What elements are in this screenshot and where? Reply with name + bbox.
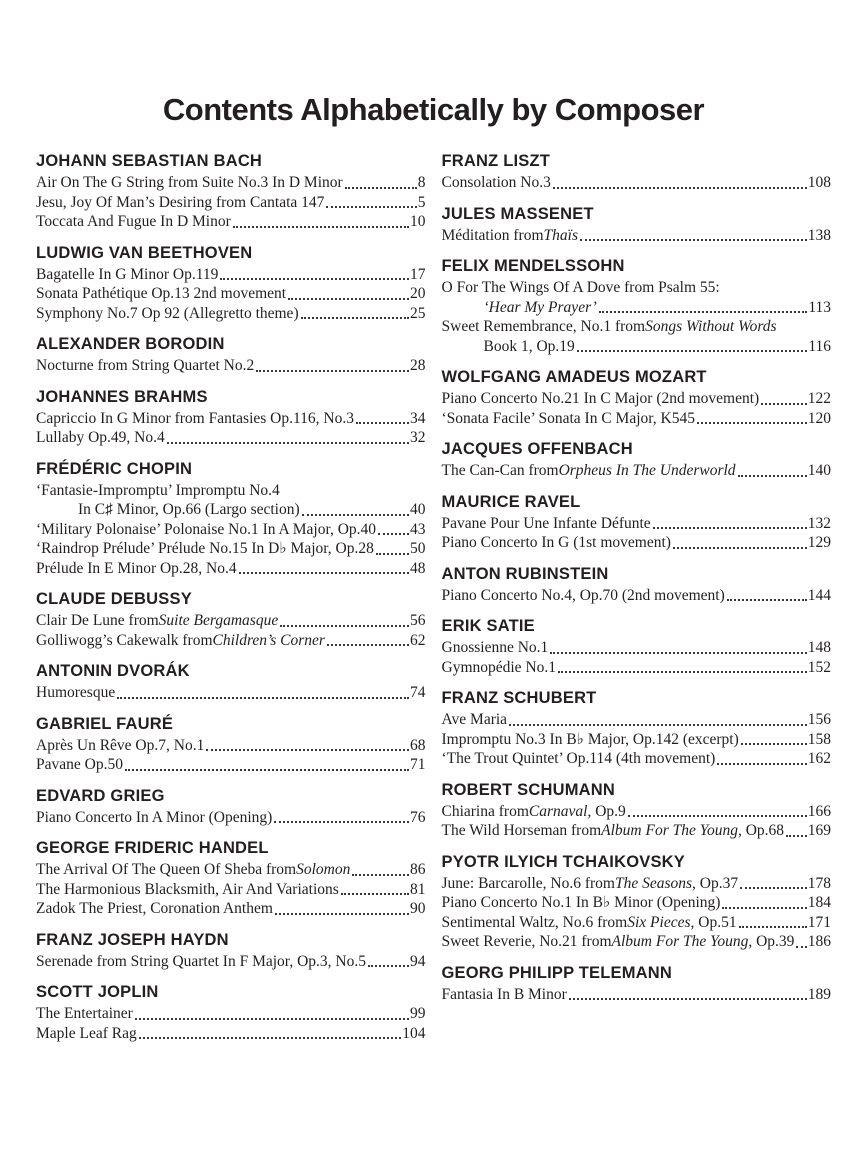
toc-entry xyxy=(442,821,832,841)
toc-entry xyxy=(442,461,832,481)
page-number: 86 xyxy=(410,861,426,878)
toc-entry xyxy=(442,298,832,318)
toc-entry xyxy=(36,559,426,579)
page-number: 140 xyxy=(807,462,831,479)
composer-section xyxy=(442,368,832,428)
dot-leader xyxy=(509,724,807,726)
composer-section xyxy=(442,565,832,606)
dot-leader xyxy=(738,475,807,477)
page-number: 62 xyxy=(410,631,426,649)
dot-leader xyxy=(569,998,807,1000)
piece-title-segment: Toccata And Fugue In D Minor xyxy=(36,213,231,230)
dot-leader xyxy=(761,403,807,405)
piece-title-segment: Bagatelle In G Minor Op.119 xyxy=(36,265,219,283)
page-number: 50 xyxy=(410,540,426,557)
piece-title-segment: O For The Wings Of A Dove from Psalm 55: xyxy=(441,279,720,296)
toc-entry xyxy=(36,173,426,193)
composer-heading: JOHANNES BRAHMS xyxy=(36,387,208,406)
piece-title-segment: June: Barcarolle, No.6 from xyxy=(441,874,615,892)
page-number: 122 xyxy=(807,390,831,407)
piece-title-segment: Pavane Pour Une Infante Défunte xyxy=(441,514,651,532)
composer-section xyxy=(36,715,426,775)
page-number: 116 xyxy=(808,337,831,355)
composer-section xyxy=(442,152,832,193)
composer-heading: FRÉDÉRIC CHOPIN xyxy=(36,459,193,478)
dot-leader xyxy=(550,652,806,654)
toc-entry xyxy=(36,356,426,376)
composer-heading: FRANZ SCHUBERT xyxy=(441,689,597,707)
piece-title-segment: Chiarina from xyxy=(441,802,529,820)
composer-heading: MAURICE RAVEL xyxy=(441,492,581,511)
piece-title-segment: Pavane Op.50 xyxy=(36,756,123,773)
piece-title-segment: Jesu, Joy Of Man’s Desiring from Cantata 147 xyxy=(36,193,325,211)
toc-entry xyxy=(36,539,426,559)
toc-entry xyxy=(36,193,426,213)
piece-title-segment: The Entertainer xyxy=(36,1005,133,1022)
dot-leader xyxy=(673,547,807,549)
piece-title-segment: Book 1, Op.19 xyxy=(483,337,575,355)
page-number: 158 xyxy=(807,730,831,748)
dot-leader xyxy=(628,815,807,817)
page-number: 90 xyxy=(410,900,426,917)
toc-entry xyxy=(36,304,426,324)
page-number: 186 xyxy=(807,933,831,950)
toc-entry xyxy=(442,638,832,658)
page-number: 81 xyxy=(410,880,426,898)
piece-title-segment: ‘Fantasie-Impromptu’ Impromptu No.4 xyxy=(36,481,280,499)
dot-leader xyxy=(717,763,806,765)
composer-section xyxy=(442,493,832,553)
page-number: 76 xyxy=(410,808,426,826)
piece-title-segment: , Op.51 xyxy=(690,913,737,931)
piece-title-segment: ‘Military Polonaise’ Polonaise No.1 In A Major, Op.40 xyxy=(36,520,377,538)
composer-heading: FELIX MENDELSSOHN xyxy=(441,257,625,275)
page-number: 32 xyxy=(410,429,426,446)
dot-leader xyxy=(740,887,807,889)
page-number: 68 xyxy=(410,736,426,754)
piece-title-segment: Gnossienne No.1 xyxy=(441,639,549,656)
toc-entry xyxy=(36,899,426,919)
dot-leader xyxy=(786,835,807,837)
toc-entry xyxy=(36,808,426,828)
toc-entry xyxy=(36,683,426,703)
piece-title-segment: Album For The Young xyxy=(601,822,738,839)
composer-section xyxy=(442,781,832,841)
composer-heading: ERIK SATIE xyxy=(441,617,535,635)
composer-section xyxy=(36,335,426,376)
toc-entry xyxy=(442,586,832,606)
dot-leader xyxy=(727,599,807,601)
toc-entry xyxy=(36,736,426,756)
composer-section xyxy=(36,662,426,703)
piece-title-segment: Solomon xyxy=(296,861,351,878)
piece-title-segment: Capriccio In G Minor from Fantasies Op.116, No.3 xyxy=(36,409,354,427)
composer-heading: GABRIEL FAURÉ xyxy=(36,714,174,733)
piece-title-segment: ‘Hear My Prayer’ xyxy=(483,298,597,316)
dot-leader xyxy=(580,239,807,241)
piece-title-segment: The Can-Can from xyxy=(441,462,559,479)
toc-column xyxy=(442,152,832,1055)
piece-title-segment: Clair De Lune from xyxy=(36,612,159,629)
piece-title-segment: Fantasia In B Minor xyxy=(441,985,567,1003)
piece-title-segment: Suite Bergamasque xyxy=(158,612,279,629)
composer-heading: SCOTT JOPLIN xyxy=(36,983,159,1001)
piece-title-segment: Carnaval xyxy=(528,802,588,820)
composer-heading: CLAUDE DEBUSSY xyxy=(36,590,192,608)
toc-entry xyxy=(36,409,426,429)
composer-heading: PYOTR ILYICH TCHAIKOVSKY xyxy=(441,852,685,871)
toc-entry xyxy=(442,893,832,913)
page-number: 25 xyxy=(410,304,426,322)
piece-title-segment: Ave Maria xyxy=(441,711,508,728)
page-number: 148 xyxy=(807,639,831,656)
page-number: 184 xyxy=(807,894,831,911)
dot-leader xyxy=(139,1037,402,1039)
piece-title-segment: The Arrival Of The Queen Of Sheba from xyxy=(36,861,297,878)
piece-title-segment: Songs Without Words xyxy=(645,318,777,335)
dot-leader xyxy=(796,946,806,948)
composer-section xyxy=(442,964,832,1005)
page-number: 20 xyxy=(410,285,426,302)
dot-leader xyxy=(117,697,409,699)
piece-title-segment: , Op.39 xyxy=(748,933,795,950)
composer-section xyxy=(36,590,426,650)
composer-heading: JULES MASSENET xyxy=(441,204,594,223)
piece-title-segment: The Harmonious Blacksmith, Air And Variations xyxy=(36,880,339,898)
dot-leader xyxy=(653,527,807,529)
piece-title-segment: , Op.9 xyxy=(587,802,626,820)
toc-entry xyxy=(442,985,832,1005)
toc-entry xyxy=(442,514,832,534)
dot-leader xyxy=(239,572,409,574)
dot-leader xyxy=(274,821,409,823)
page-number: 171 xyxy=(807,913,831,931)
toc-entry xyxy=(36,611,426,631)
piece-title-segment: Prélude In E Minor Op.28, No.4 xyxy=(36,559,237,577)
page-number: 40 xyxy=(410,501,426,518)
piece-title-segment: Gymnopédie No.1 xyxy=(441,658,557,676)
toc-entry xyxy=(442,226,832,246)
composer-heading: FRANZ LISZT xyxy=(441,152,551,170)
dot-leader xyxy=(739,926,807,928)
composer-section xyxy=(36,388,426,448)
dot-leader xyxy=(301,317,409,319)
piece-title-segment: Sweet Reverie, No.21 from xyxy=(441,933,612,950)
toc-entry xyxy=(36,952,426,972)
page-number: 5 xyxy=(417,193,426,211)
composer-section xyxy=(442,440,832,481)
piece-title-segment: The Seasons xyxy=(614,874,693,892)
composer-heading: ROBERT SCHUMANN xyxy=(441,780,615,799)
piece-title-segment: , Op.68 xyxy=(737,822,785,839)
dot-leader xyxy=(206,749,409,751)
dot-leader xyxy=(356,422,409,424)
dot-leader xyxy=(167,442,409,444)
piece-title-segment: ‘Raindrop Prélude’ Prélude No.15 In D♭ Major, Op.28 xyxy=(36,540,374,557)
toc-entry xyxy=(36,481,426,501)
piece-title-segment: Maple Leaf Rag xyxy=(36,1024,137,1042)
toc-column xyxy=(36,152,426,1055)
page-number: 129 xyxy=(807,534,831,551)
piece-title-segment: Méditation from xyxy=(441,226,544,244)
toc-entry xyxy=(442,874,832,894)
composer-section xyxy=(36,787,426,828)
dot-leader xyxy=(280,625,409,627)
page-number: 8 xyxy=(417,174,426,191)
dot-leader xyxy=(741,743,807,745)
piece-title-segment: Golliwogg’s Cakewalk from xyxy=(36,631,213,649)
page-number: 99 xyxy=(410,1005,426,1022)
toc-entry xyxy=(36,212,426,232)
dot-leader xyxy=(233,226,409,228)
toc-entry xyxy=(442,730,832,750)
piece-title-segment: Thaïs xyxy=(543,226,578,244)
toc-entry xyxy=(442,533,832,553)
toc-entry xyxy=(442,173,832,193)
page-number: 178 xyxy=(807,874,831,892)
toc-columns xyxy=(36,152,831,1055)
toc-entry xyxy=(442,658,832,678)
page-number: 108 xyxy=(807,174,831,191)
composer-section xyxy=(442,205,832,246)
piece-title-segment: ‘The Trout Quintet’ Op.114 (4th movement) xyxy=(441,750,716,767)
page-number: 120 xyxy=(807,409,831,427)
toc-entry xyxy=(442,337,832,357)
dot-leader xyxy=(553,187,807,189)
composer-section xyxy=(442,689,832,769)
dot-leader xyxy=(376,553,409,555)
toc-entry xyxy=(442,710,832,730)
composer-heading: ALEXANDER BORODIN xyxy=(36,335,225,353)
page-number: 10 xyxy=(410,213,426,230)
toc-entry xyxy=(442,932,832,952)
page-number: 104 xyxy=(402,1024,426,1042)
page-number: 94 xyxy=(410,952,426,970)
composer-section xyxy=(442,853,832,952)
page-number: 156 xyxy=(807,711,831,728)
toc-entry xyxy=(442,749,832,769)
toc-entry xyxy=(442,389,832,409)
page-number: 132 xyxy=(807,514,831,532)
composer-heading: EDVARD GRIEG xyxy=(36,786,165,805)
piece-title-segment: Après Un Rêve Op.7, No.1 xyxy=(36,736,205,754)
composer-section xyxy=(36,152,426,232)
composer-heading: FRANZ JOSEPH HAYDN xyxy=(36,930,229,949)
composer-heading: ANTONIN DVORÁK xyxy=(36,662,190,680)
dot-leader xyxy=(125,769,409,771)
composer-heading: JACQUES OFFENBACH xyxy=(441,440,633,458)
toc-entry xyxy=(36,428,426,448)
composer-section xyxy=(36,460,426,579)
piece-title-segment: Consolation No.3 xyxy=(441,174,551,191)
page-number: 28 xyxy=(410,357,426,374)
piece-title-segment: Children’s Corner xyxy=(212,631,325,649)
dot-leader xyxy=(275,913,409,915)
piece-title-segment: Piano Concerto No.21 In C Major (2nd movement) xyxy=(441,390,760,407)
toc-entry xyxy=(36,1004,426,1024)
toc-entry xyxy=(36,284,426,304)
page-number: 48 xyxy=(410,559,426,577)
dot-leader xyxy=(288,298,409,300)
toc-entry xyxy=(442,913,832,933)
dot-leader xyxy=(697,422,807,424)
piece-title-segment: Lullaby Op.49, No.4 xyxy=(36,429,165,446)
toc-entry xyxy=(442,317,832,337)
piece-title-segment: Piano Concerto No.1 In B♭ Minor (Opening) xyxy=(441,894,721,911)
composer-section xyxy=(442,617,832,677)
dot-leader xyxy=(599,311,807,313)
page-number: 34 xyxy=(410,409,426,427)
dot-leader xyxy=(135,1018,409,1020)
composer-heading: LUDWIG VAN BEETHOVEN xyxy=(36,243,253,262)
composer-heading: GEORG PHILIPP TELEMANN xyxy=(441,963,673,982)
composer-heading: JOHANN SEBASTIAN BACH xyxy=(36,152,263,170)
toc-entry xyxy=(36,755,426,775)
piece-title-segment: Sentimental Waltz, No.6 from xyxy=(441,913,628,931)
dot-leader xyxy=(341,893,409,895)
page-number: 56 xyxy=(410,612,426,629)
piece-title-segment: Impromptu No.3 In B♭ Major, Op.142 (excerpt) xyxy=(441,730,739,748)
piece-title-segment: Zadok The Priest, Coronation Anthem xyxy=(36,900,273,917)
page-number: 162 xyxy=(807,750,831,767)
page-number: 17 xyxy=(410,265,426,283)
piece-title-segment: The Wild Horseman from xyxy=(441,822,602,839)
page-number: 144 xyxy=(807,586,831,604)
toc-entry xyxy=(36,631,426,651)
toc-entry xyxy=(442,278,832,298)
toc-entry xyxy=(36,500,426,520)
piece-title-segment: Nocturne from String Quartet No.2 xyxy=(36,357,255,374)
piece-title-segment: , Op.37 xyxy=(692,874,739,892)
dot-leader xyxy=(368,965,409,967)
composer-section xyxy=(442,257,832,356)
toc-entry xyxy=(442,802,832,822)
dot-leader xyxy=(345,187,417,189)
dot-leader xyxy=(326,206,416,208)
page-number: 71 xyxy=(410,756,426,773)
toc-entry xyxy=(36,880,426,900)
piece-title-segment: Sonata Pathétique Op.13 2nd movement xyxy=(36,285,287,302)
piece-title-segment: Symphony No.7 Op 92 (Allegretto theme) xyxy=(36,304,299,322)
piece-title-segment: Humoresque xyxy=(36,684,116,701)
piece-title-segment: Orpheus In The Underworld xyxy=(558,462,736,479)
dot-leader xyxy=(327,644,409,646)
composer-section xyxy=(36,983,426,1043)
toc-entry xyxy=(36,520,426,540)
piece-title-segment: Piano Concerto In A Minor (Opening) xyxy=(36,808,273,826)
piece-title-segment: Album For The Young xyxy=(611,933,749,950)
piece-title-segment: Piano Concerto No.4, Op.70 (2nd movement) xyxy=(441,586,725,604)
page-number: 43 xyxy=(410,520,426,538)
page-number: 74 xyxy=(410,684,426,701)
composer-heading: GEORGE FRIDERIC HANDEL xyxy=(36,839,269,857)
page-number: 169 xyxy=(807,822,831,839)
toc-entry xyxy=(36,265,426,285)
dot-leader xyxy=(378,533,409,535)
composer-section xyxy=(36,244,426,324)
piece-title-segment: Air On The G String from Suite No.3 In D Minor xyxy=(36,174,343,191)
dot-leader xyxy=(558,671,807,673)
piece-title-segment: Sweet Remembrance, No.1 from xyxy=(441,318,646,335)
piece-title-segment: ‘Sonata Facile’ Sonata In C Major, K545 xyxy=(441,409,695,427)
page-number: 189 xyxy=(807,985,831,1003)
composer-section xyxy=(36,931,426,972)
piece-title-segment: Piano Concerto In G (1st movement) xyxy=(441,534,671,551)
dot-leader xyxy=(722,907,806,909)
toc-entry xyxy=(36,1024,426,1044)
page-number: 166 xyxy=(807,802,831,820)
page-number: 113 xyxy=(808,298,831,316)
dot-leader xyxy=(256,370,409,372)
dot-leader xyxy=(352,874,409,876)
toc-entry xyxy=(442,409,832,429)
piece-title-segment: Six Pieces xyxy=(627,913,691,931)
toc-entry xyxy=(36,860,426,880)
page-number: 152 xyxy=(807,658,831,676)
page-title: Contents Alphabetically by Composer xyxy=(162,92,705,127)
dot-leader xyxy=(220,278,409,280)
dot-leader xyxy=(302,514,409,516)
composer-section xyxy=(36,839,426,919)
piece-title-segment: Serenade from String Quartet In F Major, Op.3, No.5 xyxy=(36,952,366,970)
composer-heading: WOLFGANG AMADEUS MOZART xyxy=(441,368,707,386)
composer-heading: ANTON RUBINSTEIN xyxy=(441,564,609,583)
dot-leader xyxy=(577,350,808,352)
piece-title-segment: In C♯ Minor, Op.66 (Largo section) xyxy=(78,501,300,518)
page-number: 138 xyxy=(807,226,831,244)
